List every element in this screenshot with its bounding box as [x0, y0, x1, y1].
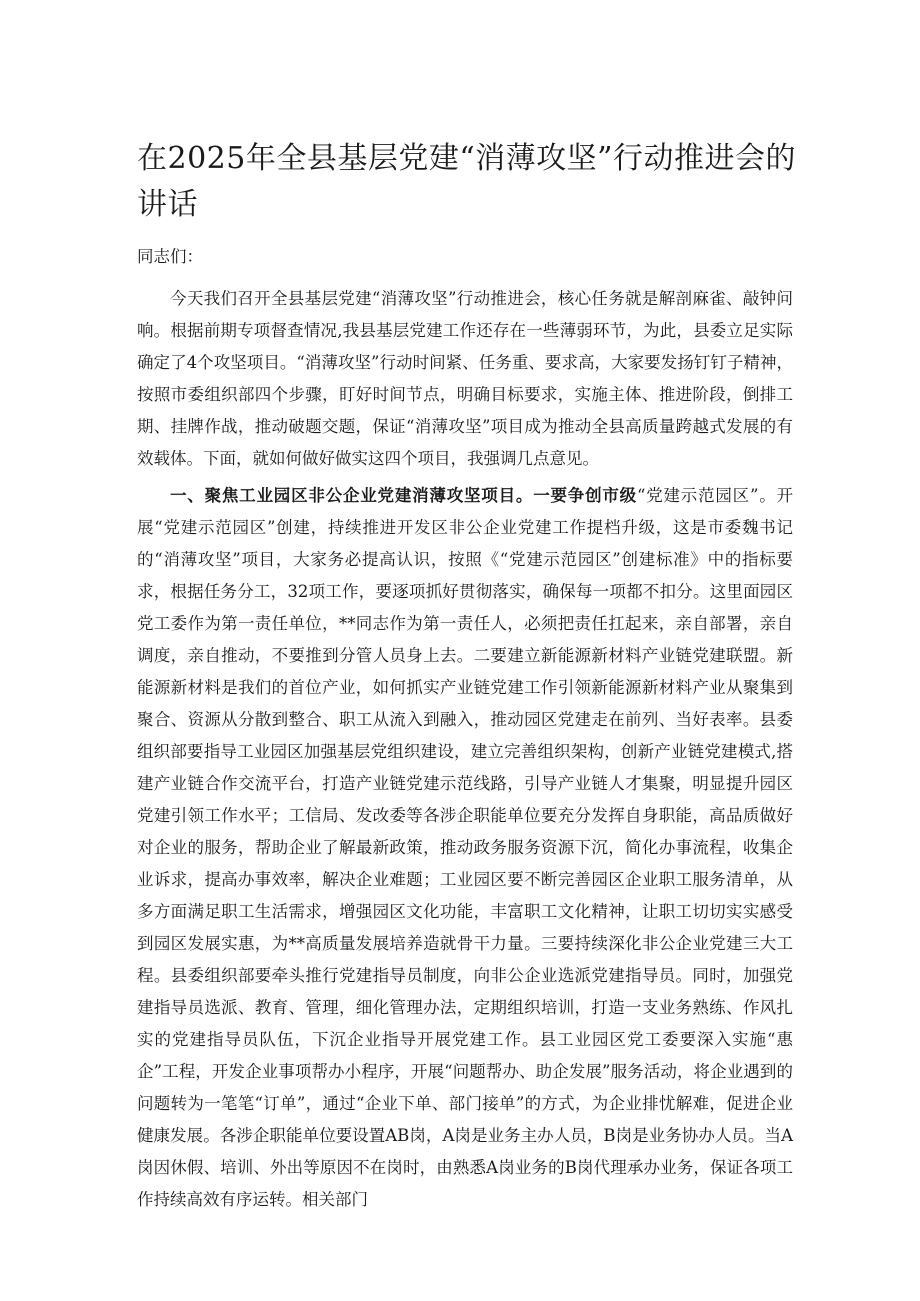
section-heading: 一、聚焦工业园区非公企业党建消薄攻坚项目。一要争创市级 [170, 486, 637, 505]
document-title: 在2025年全县基层党建“消薄攻坚”行动推进会的讲话 [137, 141, 797, 222]
paragraph-intro [137, 283, 793, 475]
salutation: 同志们： [137, 247, 203, 266]
paragraph-text: 今天我们召开全县基层党建“消薄攻坚”行动推进会，核心任务就是解剖麻雀、敲钟问响。根据前期专项督查情况,我县基层党建工作还存在一些薄弱环节，为此，县委立足实际确定了4个攻坚项目。“消薄攻坚”行动时间紧、任务重、要求高，大家要发扬钉钉子精神，按照市委组织部四个步骤，盯好时间节点，明确目标要求，实施主体、推进阶段，倒排工期、挂牌作战，推动破题交题，保证“消薄攻坚”项目成为推动全县高质量跨越式发展的有效载体。下面，就如何做好做实这四个项目，我强调几点意见。 [137, 289, 793, 468]
paragraph-section-one [137, 480, 793, 1216]
paragraph-text: “党建示范园区”。开展“党建示范园区”创建，持续推进开发区非公企业党建工作提档升级，这是市委魏书记的“消薄攻坚”项目，大家务必提高认识，按照《“党建示范园区”创建标准》中的指标要求，根据任务分工，32项工作，要逐项抓好贯彻落实，确保每一项都不扣分。这里面园区党工委作为第一责任单位，**同志作为第一责任人，必须把责任扛起来，亲自部署，亲自调度，亲自推动，不要推到分管人员身上去。二要建立新能源新材料产业链党建联盟。新能源新材料是我们的首位产业，如何抓实产业链党建工作引领新能源新材料产业从聚集到聚合、资源从分散到整合、职工从流入到融入，推动园区党建走在前列、当好表率。县委组织部要指导工业园区加强基层党组织建设，建立完善组织架构，创新产业链党建模式,搭建产业链合作交流平台，打造产业链党建示范线路，引导产业链人才集聚，明显提升园区党建引领工作水平；工信局、发改委等各涉企职能单位要充分发挥自身职能，高品质做好对企业的服务，帮助企业了解最新政策，推动政务服务资源下沉，简化办事流程，收集企业诉求，提高办事效率，解决企业难题；工业园区要不断完善园区企业职工服务清单，从多方面满足职工生活需求，增强园区文化功能，丰富职工文化精神，让职工切切实实感受到园区发展实惠，为**高质量发展培养造就骨干力量。三要持续深化非公企业党建三大工程。县委组织部要牵头推行党建指导员制度，向非公企业选派党建指导员。同时，加强党建指导员选派、教育、管理，细化管理办法，定期组织培训，打造一支业务熟练、作风扎实的党建指导员队伍，下沉企业指导开展党建工作。县工业园区党工委要深入实施“惠企”工程，开发企业事项帮办小程序，开展“问题帮办、助企发展”服务活动，将企业遇到的问题转为一笔笔“订单”，通过“企业下单、部门接单”的方式，为企业排忧解难，促进企业健康发展。各涉企职能单位要设置AB岗，A岗是业务主办人员，B岗是业务协办人员。当A岗因休假、培训、外出等原因不在岗时，由熟悉A岗业务的B岗代理承办业务，保证各项工作持续高效有序运转。相关部门 [137, 486, 793, 1209]
